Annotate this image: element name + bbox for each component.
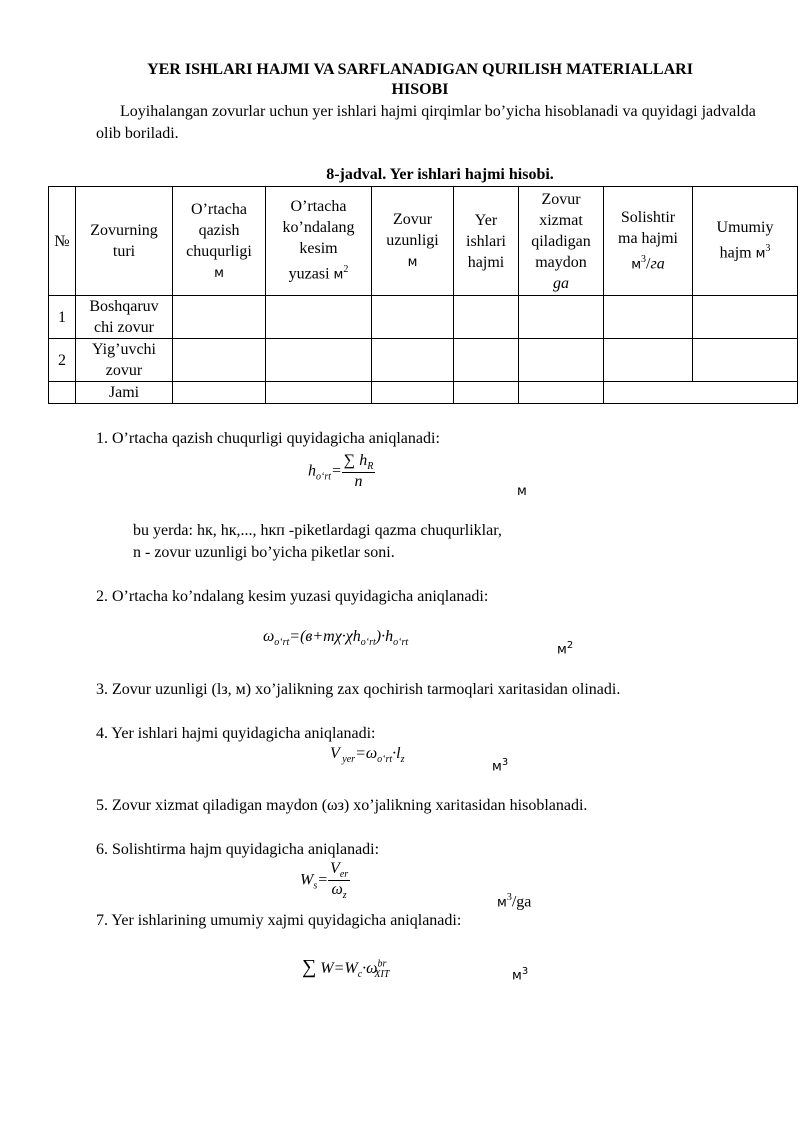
header-total-volume: Umumiy hajm $м^3$ xyxy=(693,187,798,296)
header-specific-volume: Solishtir ma hajmi $м^3/га$ xyxy=(604,187,693,296)
earthwork-table xyxy=(48,186,798,404)
row-number: 1 xyxy=(49,296,76,339)
item-7-text: 7. Yer ishlarining umumiy xajmi quyidagicha aniqlanadi: xyxy=(96,912,462,929)
formula-earthwork-volume: V $_{yer}=\omega_{o‘rt}\cdot l_z$ xyxy=(330,745,405,766)
unit-m3-per-ha: $м^3/ga$ xyxy=(497,892,532,911)
document-title-line2: HISOBI xyxy=(391,81,449,98)
item-2-text: 2. O’rtacha ko’ndalang kesim yuzasi quyidagicha aniqlanadi: xyxy=(96,588,489,605)
row-name: Boshqaruv chi zovur xyxy=(76,296,173,339)
header-earthwork-volume: Yer ishlari hajmi xyxy=(454,187,519,296)
unit-m2: $м^2$ xyxy=(557,640,574,658)
header-avg-section: O’rtacha ko’ndalang kesim yuzasi $м^2$ xyxy=(266,187,372,296)
document-title: YER ISHLARI HAJMI VA SARFLANADIGAN QURILISH MATERIALLARI xyxy=(147,61,693,78)
header-drain-type: Zovurning turi xyxy=(76,187,173,296)
formula-avg-section: $\omega_{o‘rt}=(в+m\chi\cdot\chi h_{o‘rt})\cdot h_{o‘rt}$ xyxy=(263,628,409,649)
item-5-text: 5. Zovur xizmat qiladigan maydon (ωз) xo’jalikning xaritasidan hisoblanadi. xyxy=(96,797,588,814)
formula-total-volume: ∑ $W=W_c\cdot\omega^{br}_{XIT}$ xyxy=(302,956,390,981)
item-3-text: 3. Zovur uzunligi (lз, м) xo’jalikning zax qochirish tarmoqlari xaritasidan olinadi. xyxy=(96,681,621,698)
header-avg-depth: O’rtacha qazish chuqurligi м xyxy=(173,187,266,296)
unit-m3-total: $м^3$ xyxy=(512,966,529,984)
table-total-row xyxy=(49,382,798,404)
table-caption: 8-jadval. Yer ishlari hajmi hisobi. xyxy=(326,166,554,183)
item-1-note-2: n - zovur uzunligi bo’yicha piketlar soni. xyxy=(133,544,395,561)
unit-m: м xyxy=(517,484,527,499)
table-row xyxy=(49,296,798,339)
row-number: 2 xyxy=(49,339,76,382)
unit-m3: $м^3$ xyxy=(492,757,509,775)
item-1-text: 1. O’rtacha qazish chuqurligi quyidagicha aniqlanadi: xyxy=(96,430,440,447)
header-service-area: Zovur xizmat qiladigan maydon ga xyxy=(519,187,604,296)
row-name: Jami xyxy=(76,382,173,404)
row-name: Yig’uvchi zovur xyxy=(76,339,173,382)
item-6-text: 6. Solishtirma hajm quyidagicha aniqlanadi: xyxy=(96,841,380,858)
formula-specific-volume: $W_s=$ $\frac{V_{er}}{\omega_z}$ xyxy=(300,860,349,902)
item-4-text: 4. Yer ishlari hajmi quyidagicha aniqlanadi: xyxy=(96,725,376,742)
item-1-note-1: bu yerda: hк, hк,..., hкп -piketlardagi qazma chuqurliklar, xyxy=(133,522,502,539)
intro-paragraph: Loyihalangan zovurlar uchun yer ishlari hajmi qirqimlar bo’yicha hisoblanadi va quyidagi jadvalda olib boriladi. xyxy=(96,103,756,142)
table-row xyxy=(49,339,798,382)
table-header-row xyxy=(49,187,798,296)
header-number: № xyxy=(49,187,76,296)
formula-avg-depth: $h_{o‘rt}=$ $\frac{\sum h_R}{n}$ xyxy=(308,452,374,491)
header-drain-length: Zovur uzunligi м xyxy=(372,187,454,296)
